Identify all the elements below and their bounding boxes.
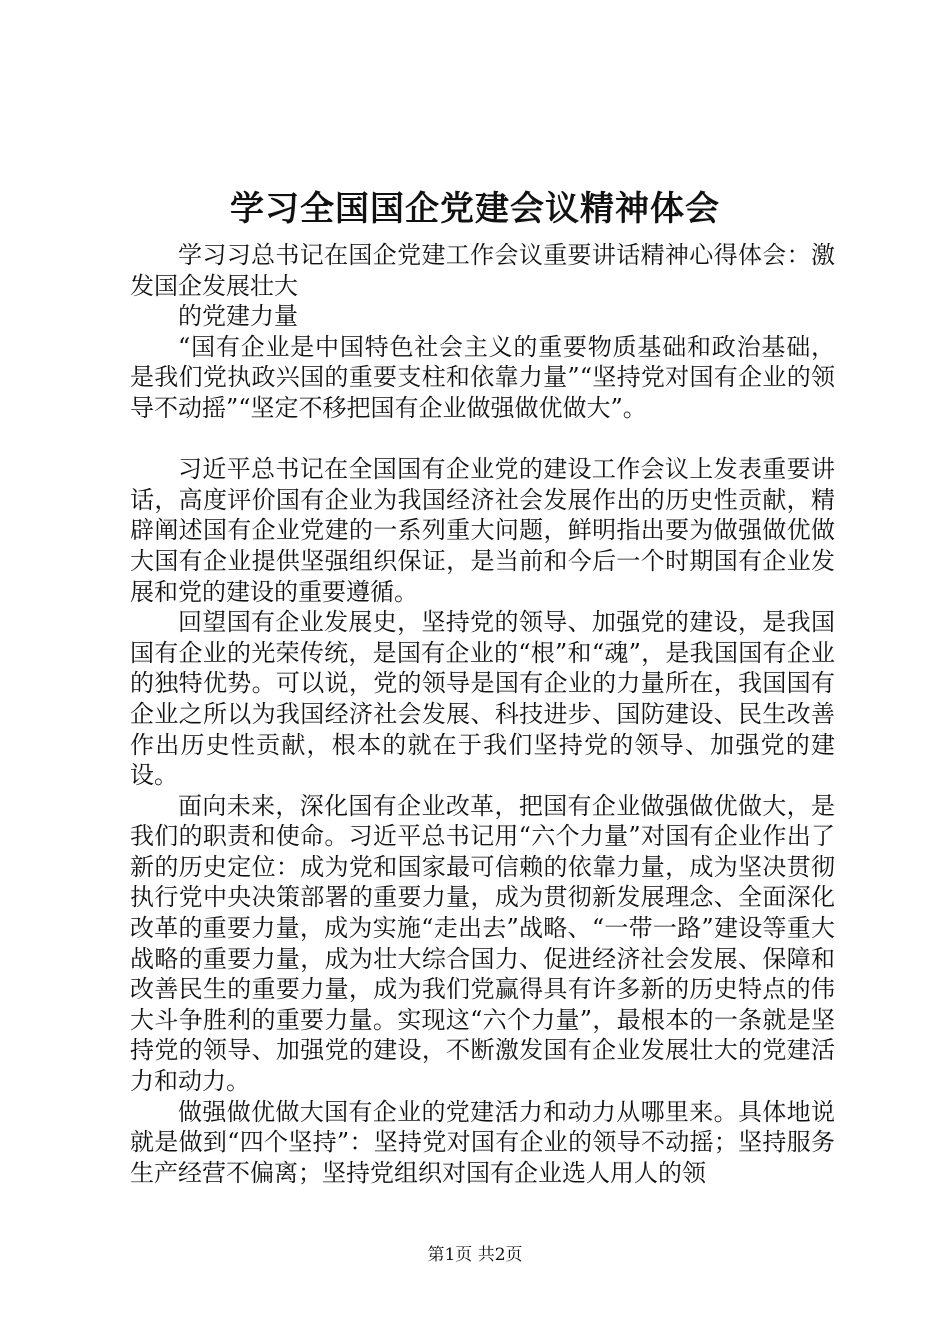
paragraph-four-adherences: 做强做优做大国有企业的党建活力和动力从哪里来。具体地说就是做到“四个坚持”：坚持党对国有企业的领导不动摇；坚持服务生产经营不偏离；坚持党组织对国有企业选人用人的领 [130,1097,835,1187]
paragraph-intro-continued: 的党建力量 [178,302,298,331]
document-title: 学习全国国企党建会议精神体会 [230,189,720,229]
document-body [130,240,835,1188]
page-number-footer: 第1页 共2页 [427,1245,523,1265]
paragraph-intro: 学习习总书记在国企党建工作会议重要讲话精神心得体会：激发国企发展壮大 [130,241,835,300]
blank-line [130,424,835,455]
paragraph-future: 面向未来，深化国有企业改革，把国有企业做强做优做大，是我们的职责和使命。习近平总书记用“六个力量”对国有企业作出了新的历史定位：成为党和国家最可信赖的依靠力量，成为坚决贯彻执行党中央决策部署的重要力量，成为贯彻新发展理念、全面深化改革的重要力量，成为实施“走出去”战略、“一带一路”建设等重大战略的重要力量，成为壮大综合国力、促进经济社会发展、保障和改善民生的重要力量，成为我们党赢得具有许多新的历史特点的伟大斗争胜利的重要力量。实现这“六个力量”，最根本的一条就是坚持党的领导、加强党的建设，不断激发国有企业发展壮大的党建活力和动力。 [130,791,835,1096]
paragraph-speech: 习近平总书记在全国国有企业党的建设工作会议上发表重要讲话，高度评价国有企业为我国经济社会发展作出的历史性贡献，精辟阐述国有企业党建的一系列重大问题，鲜明指出要为做强做优做大国有企业提供坚强组织保证，是当前和今后一个时期国有企业发展和党的建设的重要遵循。 [130,455,835,606]
paragraph-history: 回望国有企业发展史，坚持党的领导、加强党的建设，是我国国有企业的光荣传统，是国有企业的“根”和“魂”，是我国国有企业的独特优势。可以说，党的领导是国有企业的力量所在，我国国有企业之所以为我国经济社会发展、科技进步、国防建设、民生改善作出历史性贡献，根本的就在于我们坚持党的领导、加强党的建设。 [130,608,835,790]
paragraph-quote: “国有企业是中国特色社会主义的重要物质基础和政治基础，是我们党执政兴国的重要支柱和依靠力量”“坚持党对国有企业的领导不动摇”“坚定不移把国有企业做强做优做大”。 [130,332,835,422]
